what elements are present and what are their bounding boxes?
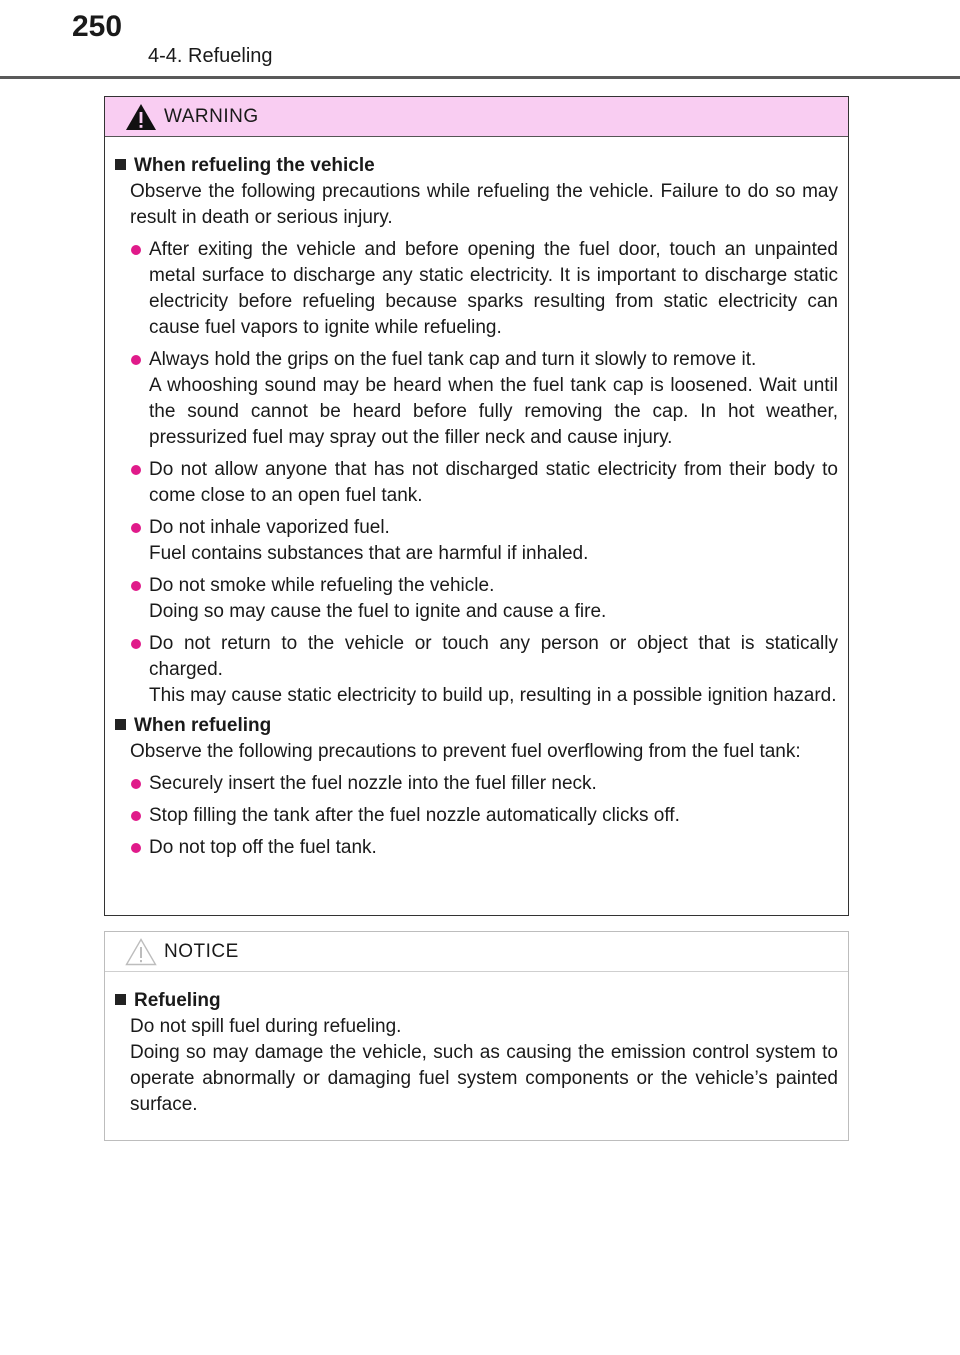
bullet-line: Do not top off the fuel tank. [149,837,377,858]
bullet-dot-icon [131,581,141,591]
bullet-dot-icon [131,843,141,853]
warning-section-heading [115,153,838,179]
square-bullet-icon [115,994,126,1005]
list-item [130,347,838,451]
bullet-line: A whooshing sound may be heard when the fuel tank cap is loosened. Wait until the sound cannot be heard before fully removing the cap. In hot weather, pressurized fuel may spray out the filler neck and cause injury. [149,375,838,448]
bullet-line: Securely insert the fuel nozzle into the fuel filler neck. [149,773,597,794]
bullet-line: Do not allow anyone that has not discharged static electricity from their body to come close to an open fuel tank. [149,459,838,506]
warning-section-heading [115,713,838,739]
warning-header [105,97,848,137]
bullet-line: Fuel contains substances that are harmful if inhaled. [149,543,589,564]
heading-text: Refueling [134,990,221,1011]
header-rule [0,76,960,79]
list-item [130,771,838,797]
list-item [130,457,838,509]
warning-triangle-icon [125,103,157,131]
list-item [130,515,838,567]
list-item [130,631,838,709]
bullet-line: Stop filling the tank after the fuel nozzle automatically clicks off. [149,805,680,826]
bullet-line: Do not inhale vaporized fuel. [149,517,390,538]
bullet-dot-icon [131,465,141,475]
bullet-dot-icon [131,523,141,533]
bullet-line: Do not return to the vehicle or touch any person or object that is statically charged. [149,633,838,680]
warning-label: WARNING [164,106,259,127]
notice-box [104,931,849,1141]
heading-text: When refueling [134,715,272,736]
page-number: 250 [72,10,123,43]
section-intro: Observe the following precautions while refueling the vehicle. Failure to do so may result in death or serious injury. [130,181,838,228]
notice-header [105,932,848,972]
notice-text [130,1014,838,1118]
bullet-line: This may cause static electricity to build up, resulting in a possible ignition hazard. [149,685,837,706]
warning-box [104,96,849,916]
square-bullet-icon [115,719,126,730]
list-item [130,237,838,341]
warning-body [105,137,848,861]
notice-label: NOTICE [164,941,239,962]
list-item [130,573,838,625]
bullet-dot-icon [131,811,141,821]
bullet-line: After exiting the vehicle and before opening the fuel door, touch an unpainted metal surface to discharge any static electricity. It is important to discharge static electricity before refueling because sparks resulting from static electricity can cause fuel vapors to ignite while refueling. [149,239,838,338]
caution-triangle-icon [125,938,157,966]
bullet-dot-icon [131,779,141,789]
list-item [130,803,838,829]
bullet-dot-icon [131,639,141,649]
bullet-line: Do not smoke while refueling the vehicle. [149,575,495,596]
section-intro: Observe the following precautions to prevent fuel overflowing from the fuel tank: [130,741,801,762]
bullet-dot-icon [131,245,141,255]
notice-line: Do not spill fuel during refueling. [130,1016,402,1037]
notice-body [105,972,848,1118]
notice-heading [115,988,838,1014]
bullet-line: Doing so may cause the fuel to ignite and cause a fire. [149,601,607,622]
list-item [130,835,838,861]
heading-text: When refueling the vehicle [134,155,375,176]
page-header [0,0,960,80]
section-title: 4-4. Refueling [148,45,273,67]
bullet-line: Always hold the grips on the fuel tank cap and turn it slowly to remove it. [149,349,757,370]
bullet-dot-icon [131,355,141,365]
notice-line: Doing so may damage the vehicle, such as causing the emission control system to operate abnormally or damaging fuel system components or the vehicle’s painted surface. [130,1042,838,1115]
square-bullet-icon [115,159,126,170]
